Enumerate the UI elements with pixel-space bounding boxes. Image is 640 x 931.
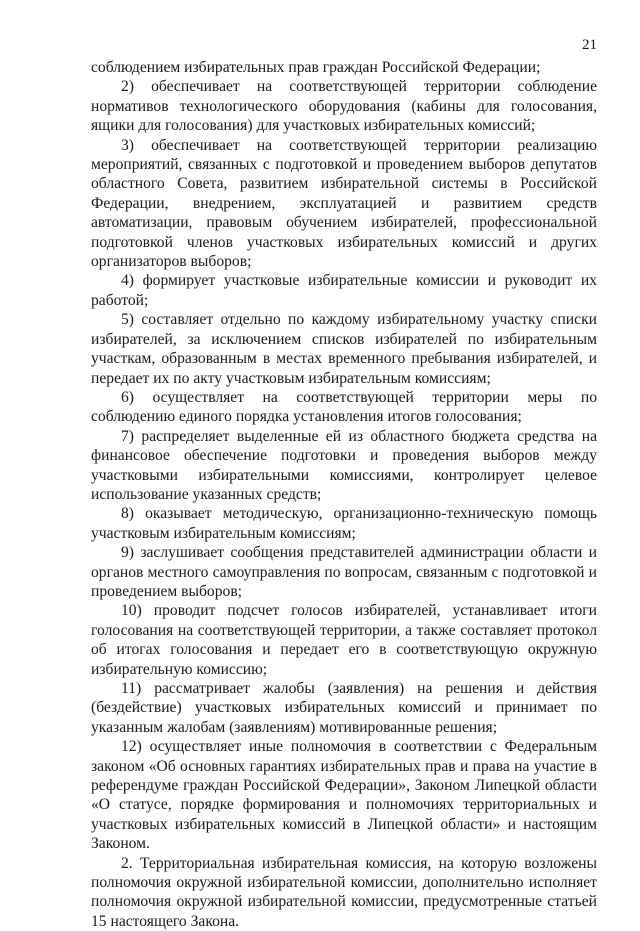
page-number: 21 <box>582 37 597 53</box>
list-item: 5) составляет отдельно по каждому избирательному участку списки избирателей, за исключением списков избирателей по избирательным участкам, образованным в местах временного пребывания избирателей, и передает их по акту участковым избирательным комиссиям; <box>91 311 597 387</box>
list-item: 2) обеспечивает на соответствующей территории соблюдение нормативов технологического оборудования (кабины для голосования, ящики для голосования) для участковых избирательных комиссий; <box>91 78 597 135</box>
list-item: 7) распределяет выделенные ей из областного бюджета средства на финансовое обеспечение подготовки и проведения выборов между участковыми избирательными комиссиями, контролирует целевое использование указанных средств; <box>91 427 597 503</box>
list-item: 11) рассматривает жалобы (заявления) на решения и действия (бездействие) участковых избирательных комиссий и принимает по указанным жалобам (заявлениям) мотивированные решения; <box>91 680 597 736</box>
list-item: 6) осуществляет на соответствующей территории меры по соблюдению единого порядка установления итогов голосования; <box>91 388 597 426</box>
list-item: 10) проводит подсчет голосов избирателей, устанавливает итоги голосования на соответствующей территории, а также составляет протокол об итогах голосования и передает его в соответствующую окружную избирательную комиссию; <box>91 602 597 678</box>
document-body <box>91 58 597 931</box>
list-item: 3) обеспечивает на соответствующей территории реализацию мероприятий, связанных с подготовкой и проведением выборов депутатов областного Совета, развитием избирательной системы в Российской Федерации, внедрением, эксплуатацией и развитием средств автоматизации, правовым обучением избирателей, профессиональной подготовкой членов участковых избирательных комиссий и других организаторов выборов; <box>91 136 597 271</box>
list-item: 12) осуществляет иные полномочия в соответствии с Федеральным законом «Об основных гарантиях избирательных прав и права на участие в референдуме граждан Российской Федерации», Законом Липецкой области «О статусе, порядке формирования и полномочиях территориальных и участковых избирательных комиссий в Липецкой области» и настоящим Законом. <box>91 738 597 853</box>
paragraph: 2. Территориальная избирательная комиссия, на которую возложены полномочия окружной избирательной комиссии, дополнительно исполняет полномочия окружной избирательной комиссии, предусмотренные статьей 15 настоящего Закона. <box>91 854 597 930</box>
list-item: 8) оказывает методическую, организационно-техническую помощь участковым избирательным комиссиям; <box>91 505 597 542</box>
list-item: 4) формирует участковые избирательные комиссии и руководит их работой; <box>91 272 597 309</box>
paragraph: соблюдением избирательных прав граждан Российской Федерации; <box>91 59 541 76</box>
list-item: 9) заслушивает сообщения представителей администрации области и органов местного самоуправления по вопросам, связанным с подготовкой и проведением выборов; <box>91 544 597 600</box>
